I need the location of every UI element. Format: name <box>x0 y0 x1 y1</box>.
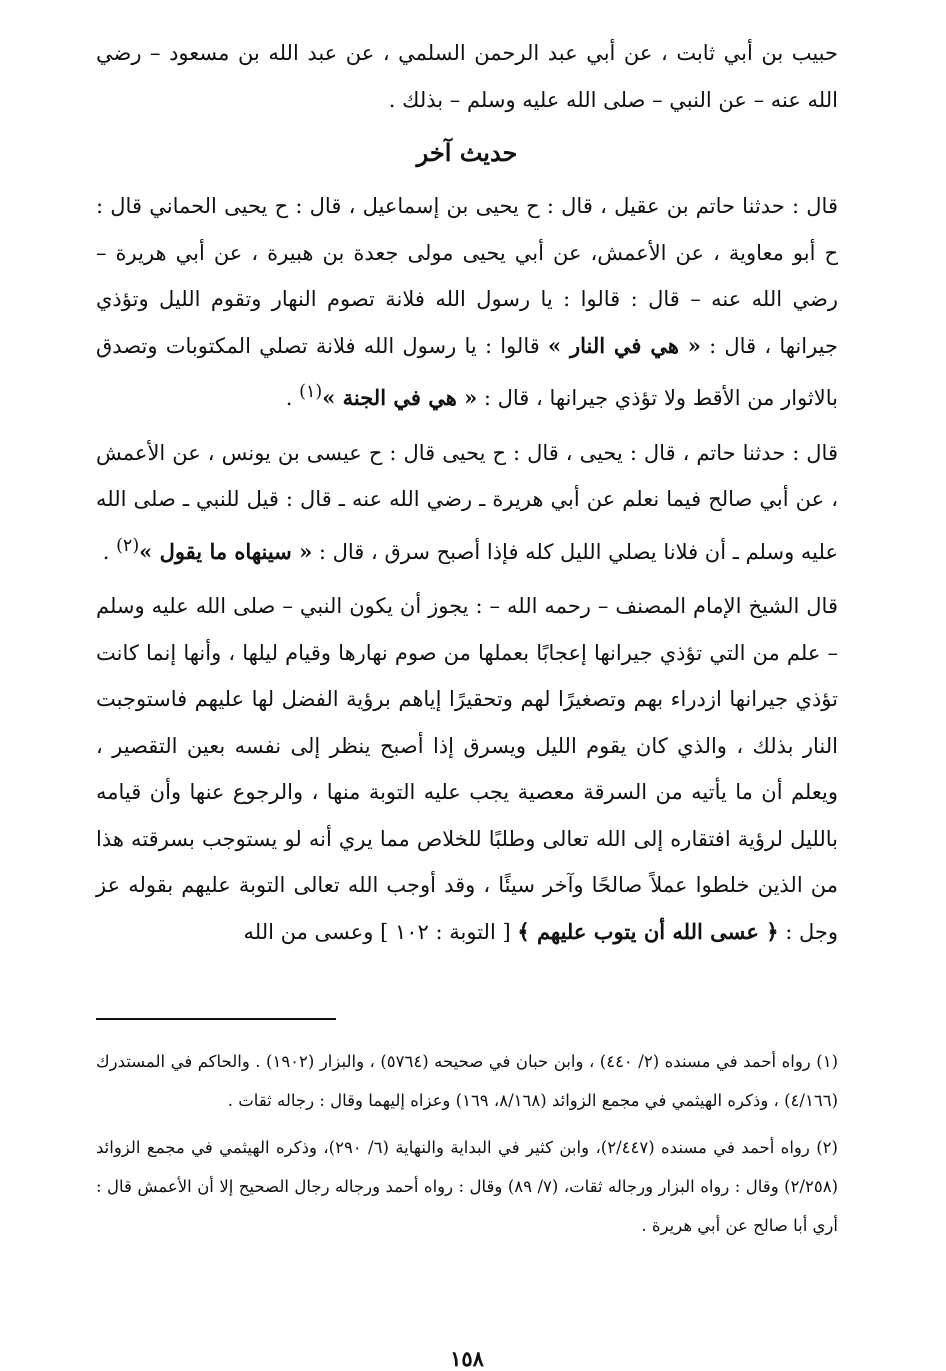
quran-verse: ﴿ عسى الله أن يتوب عليهم ﴾ <box>517 918 779 944</box>
section-heading: حديث آخر <box>416 138 518 167</box>
footnote-ref-1: (١) <box>299 382 323 402</box>
commentary-end: [ التوبة : ١٠٢ ] وعسى من الله <box>243 919 518 944</box>
hadith-paragraph-2 <box>96 430 838 576</box>
footnote-1: (١) رواه أحمد في مسنده (٢/ ٤٤٠) ، وابن حبان في صحيحه (٥٧٦٤) ، والبزار (١٩٠٢) . والحاكم في المستدرك (٤/١٦٦) ، وذكره الهيثمي في مجمع الزوائد (٨/١٦٨، ١٦٩) وعزاه إليهما وقال : رجاله ثقات . <box>96 1052 838 1110</box>
hadith-2-quote: « سينهاه ما يقول » <box>139 538 313 564</box>
footnote-ref-2: (٢) <box>116 535 140 556</box>
book-page <box>96 30 838 1371</box>
commentary-text: قال الشيخ الإمام المصنف – رحمه الله – : يجوز أن يكون النبي – صلى الله عليه وسلم – علم من التي تؤذي جيرانها إعجابًا بعملها من صوم نهارها وقيام ليلها ، وأنها إنما كانت تؤذي جيرانها ازدراء بهم وتصغيرًا لهم وتحقيرًا إياهم برؤية الفضل لها عليهم فاستوجبت النار بذلك ، والذي كان يقوم الليل ويسرق إذا أصبح ينظر إلى نفسه بعين التقصير ، ويعلم أن ما يأتيه من السرقة معصية يجب عليه التوبة منها ، والرجوع عنها وأن قيامه بالليل لرؤية افتقاره إلى الله تعالى وطلبًا للخلاص مما يري أنه لو يستوجب بسرقته هذا من الذين خلطوا عملاً صالحًا وآخر سيئًا ، وقد أوجب الله تعالى التوبة عليهم بقوله عز وجل : <box>96 594 838 944</box>
hadith-1-quote-1: « هي في النار » <box>547 332 701 358</box>
intro-paragraph: حبيب بن أبي ثابت ، عن أبي عبد الرحمن السلمي ، عن عبد الله بن مسعود – رضي الله عنه – عن النبي – صلى الله عليه وسلم – بذلك . <box>96 41 838 112</box>
footnote-2: (٢) رواه أحمد في مسنده (٢/٤٤٧)، وابن كثير في البداية والنهاية (٦/ ٢٩٠)، وذكره الهيثمي في مجمع الزوائد (٢/٢٥٨) وقال : رواه البزار ورجاله ثقات، (٧/ ٨٩) وقال : رواه أحمد ورجاله رجال الصحيح إلا أن الأعمش قال : أري أبا صالح عن أبي هريرة . <box>96 1138 838 1235</box>
hadith-paragraph-1 <box>96 183 838 422</box>
hadith-2-text: قال : حدثنا حاتم ، قال : يحيى ، قال : ح يحيى قال : ح عيسى بن يونس ، عن الأعمش ، عن أبي صالح فيما نعلم عن أبي هريرة ـ رضي الله عنه ـ قال : قيل للنبي ـ صلى الله عليه وسلم ـ أن فلانا يصلي الليل كله فإذا أصبح سرق ، قال : <box>96 440 838 564</box>
page-number: ١٥٨ <box>450 1346 484 1371</box>
hadith-2-end: . <box>102 539 117 564</box>
footnotes <box>96 1042 838 1253</box>
hadith-1-quote-2: « هي في الجنة » <box>322 385 478 410</box>
footnote-divider <box>96 1018 336 1020</box>
hadith-1-end: . <box>285 386 300 410</box>
hadith-1-mid: قالوا : يا رسول الله فلانة تصلي المكتوبات وتصدق بالاثوار من الأقط ولا تؤذي جيرانها ، قال : <box>96 333 838 410</box>
hadith-1-text: قال : حدثنا حاتم بن عقيل ، قال : ح يحيى بن إسماعيل ، قال : ح يحيى الحماني قال : ح أبو معاوية ، عن الأعمش، عن أبي يحيى مولى جعدة بن هبيرة ، عن أبي هريرة – رضي الله عنه – قال : قالوا : يا رسول الله فلانة تصوم النهار وتقوم الليل وتؤذي جيرانها ، قال : <box>96 194 838 358</box>
commentary-paragraph <box>96 583 838 955</box>
